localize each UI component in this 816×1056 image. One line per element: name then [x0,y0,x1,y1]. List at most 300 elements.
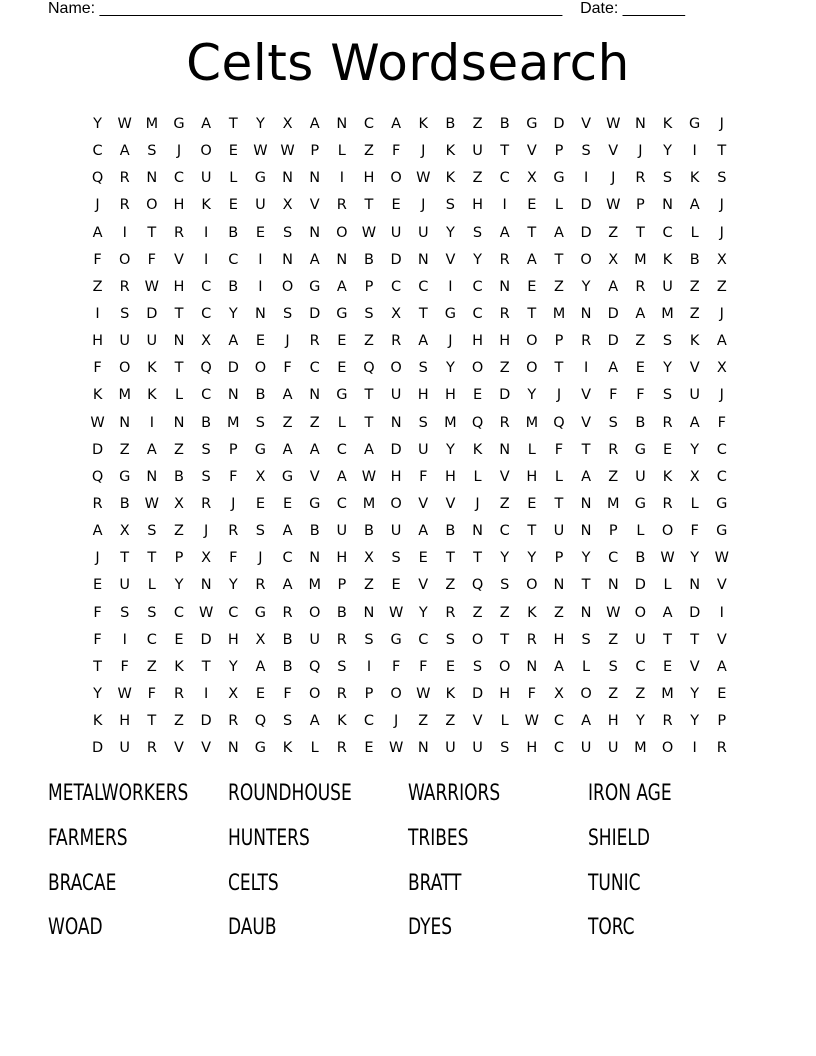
grid-letter: Y [473,251,482,268]
grid-letter: V [418,495,429,512]
grid-letter: V [689,360,700,377]
grid-letter: O [526,360,538,377]
grid-letter: I [502,197,507,214]
grid-letter: S [445,197,455,214]
grid-letter: Z [309,414,320,431]
grid-letter: B [635,550,646,567]
grid-letter: Z [499,495,510,512]
grid-letter: G [689,116,701,132]
grid-letter: R [282,604,293,621]
grid-letter: D [499,387,511,404]
grid-letter: I [149,414,154,431]
grid-letter: U [336,523,348,540]
grid-letter: N [119,414,131,431]
grid-letter: L [337,143,346,160]
grid-letter: A [554,224,564,241]
grid-letter: Y [635,713,645,730]
grid-letter: X [716,360,727,377]
grid-letter: G [336,387,348,404]
grid-letter: C [336,495,347,512]
grid-letter: E [662,658,673,675]
grid-letter: I [692,740,697,757]
grid-letter: N [227,740,239,757]
grid-letter: J [421,197,426,214]
grid-letter: N [526,658,538,675]
grid-letter: W [606,604,621,621]
grid-letter: H [499,333,511,350]
grid-letter: D [91,441,104,458]
grid-letter: E [717,685,727,702]
grid-letter: F [419,468,428,485]
grid-letter: G [254,740,267,757]
grid-letter: M [525,414,539,431]
grid-letter: F [93,360,102,377]
grid-letter: U [119,333,131,350]
grid-letter: Y [255,116,265,132]
grid-letter: K [147,360,157,377]
grid-letter: J [95,197,100,214]
grid-letter: S [500,577,510,594]
grid-letter: C [553,713,565,730]
grid-letter: T [147,713,157,730]
grid-letter: V [581,116,592,132]
grid-letter: G [309,278,321,295]
grid-letter: C [472,305,483,322]
grid-letter: S [581,143,591,160]
grid-letter: R [146,740,157,757]
grid-letter: O [119,251,131,268]
grid-letter: X [119,523,130,540]
grid-letter: T [228,116,238,132]
word-list-item: TUNIC [588,870,641,896]
grid-letter: W [606,197,621,214]
grid-letter: F [229,468,238,485]
grid-letter: B [309,523,320,540]
grid-letter: Y [445,224,455,241]
grid-letter: J [448,333,453,350]
grid-letter: R [499,251,510,268]
grid-letter: A [554,658,564,675]
grid-letter: L [337,414,346,431]
grid-letter: V [418,577,429,594]
grid-letter: O [390,495,402,512]
grid-letter: S [364,631,374,648]
grid-letter: P [228,441,238,458]
grid-letter: U [445,740,456,757]
grid-letter: R [662,495,673,512]
grid-letter: G [281,468,294,485]
grid-letter: K [445,685,456,702]
grid-letter: E [228,197,238,214]
grid-letter: M [661,305,674,322]
grid-letter: W [361,468,377,485]
grid-letter: Y [228,577,238,594]
grid-letter: X [526,170,537,187]
grid-letter: Z [364,577,374,594]
grid-letter: E [391,197,401,214]
grid-letter: U [472,143,483,160]
grid-letter: H [553,631,565,648]
grid-letter: R [228,523,239,540]
grid-letter: K [337,713,347,730]
grid-letter: I [719,604,724,621]
grid-letter: T [581,441,591,458]
grid-letter: U [200,170,212,187]
grid-letter: O [281,278,294,295]
grid-letter: T [364,197,374,214]
word-list-item: FARMERS [48,825,128,851]
grid-letter: G [444,305,457,322]
grid-letter: H [173,278,185,295]
grid-letter: C [201,278,212,295]
grid-letter: O [146,197,158,214]
grid-letter: A [336,278,347,295]
grid-letter: Y [690,713,700,730]
grid-letter: F [690,523,699,540]
grid-letter: C [363,116,375,132]
grid-letter: B [689,251,700,268]
grid-letter: R [499,305,510,322]
grid-letter: H [173,197,185,214]
grid-letter: V [472,713,483,730]
grid-letter: L [473,468,482,485]
grid-letter: F [93,631,102,648]
grid-letter: B [445,116,456,132]
grid-letter: M [552,305,566,322]
grid-letter: U [255,197,266,214]
grid-letter: L [636,523,645,540]
grid-letter: S [120,305,130,322]
grid-letter: Y [445,441,455,458]
grid-letter: H [417,387,429,404]
grid-letter: N [417,740,429,757]
grid-letter: P [608,523,618,540]
grid-letter: B [282,631,293,648]
grid-letter: O [390,360,402,377]
name-field-label: Name: ____________________________________________________ [48,0,563,17]
grid-letter: A [689,414,700,431]
grid-letter: A [391,116,402,132]
grid-letter: N [309,170,321,187]
grid-letter: V [309,197,320,214]
grid-letter: J [611,170,616,187]
grid-letter: W [388,740,404,757]
grid-letter: E [527,495,537,512]
grid-letter: A [364,441,374,458]
grid-letter: A [608,278,619,295]
grid-letter: W [90,414,105,431]
grid-letter: A [581,468,592,485]
grid-letter: C [418,278,429,295]
grid-letter: X [391,305,402,322]
grid-letter: N [227,387,239,404]
grid-letter: S [418,414,428,431]
grid-letter: J [475,495,480,512]
grid-letter: Y [581,278,591,295]
grid-letter: J [719,305,724,322]
grid-letter: Z [119,441,130,458]
grid-letter: O [580,685,592,702]
grid-letter: R [445,604,456,621]
grid-letter: Q [91,468,104,485]
grid-letter: Q [553,414,565,431]
grid-letter: D [607,333,619,350]
grid-letter: X [282,197,293,214]
grid-letter: P [554,143,564,160]
grid-letter: O [254,360,267,377]
grid-letter: Y [663,360,672,377]
grid-letter: E [635,360,645,377]
grid-letter: N [580,523,592,540]
grid-letter: W [117,685,132,702]
grid-letter: S [337,658,347,675]
grid-letter: V [174,251,184,268]
date-field-label: Date: _______ [580,0,686,17]
grid-letter: I [258,278,263,295]
grid-letter: M [661,685,674,702]
grid-letter: Z [499,604,510,621]
grid-letter: E [228,143,238,160]
grid-letter: D [634,577,646,594]
grid-letter: E [255,685,265,702]
grid-letter: U [390,224,402,241]
grid-letter: R [662,414,673,431]
grid-letter: I [122,224,127,241]
grid-letter: X [174,495,184,512]
grid-letter: A [526,251,537,268]
grid-letter: A [282,523,293,540]
grid-letter: V [608,143,619,160]
grid-letter: Z [608,685,619,702]
grid-letter: N [146,468,158,485]
header-spacer [562,0,580,17]
grid-letter: D [91,740,104,757]
word-list-item: DAUB [228,915,277,941]
grid-letter: C [716,441,727,458]
grid-letter: A [309,116,320,132]
grid-letter: T [554,495,564,512]
grid-letter: M [444,414,457,431]
grid-letter: B [228,278,239,295]
grid-letter: O [308,604,321,621]
grid-letter: N [254,305,266,322]
grid-letter: U [472,740,483,757]
grid-letter: V [309,468,320,485]
grid-letter: L [174,387,184,404]
grid-letter: J [258,550,263,567]
word-list-item: DYES [408,915,453,941]
grid-letter: M [362,495,376,512]
grid-letter: W [606,116,621,132]
grid-letter: G [526,116,538,132]
grid-letter: R [119,197,130,214]
grid-letter: E [255,333,265,350]
grid-letter: I [203,685,209,702]
grid-letter: C [228,251,239,268]
grid-letter: G [254,604,267,621]
grid-letter: O [634,604,647,621]
grid-letter: Z [689,305,700,322]
grid-letter: Y [93,685,102,702]
grid-letter: Q [200,360,212,377]
grid-letter: N [689,577,701,594]
grid-letter: B [445,523,456,540]
grid-letter: R [119,170,130,187]
grid-letter: N [662,197,673,214]
grid-letter: A [282,577,293,594]
grid-letter: K [527,604,537,621]
grid-letter: J [719,197,724,214]
grid-letter: B [364,523,374,540]
word-list-item: ROUNDHOUSE [228,781,352,806]
grid-letter: A [201,116,212,132]
grid-letter: U [635,468,646,485]
grid-letter: Q [308,658,321,675]
grid-letter: X [553,685,564,702]
grid-letter: K [147,387,157,404]
grid-letter: W [714,550,729,567]
grid-letter: O [336,224,348,241]
grid-letter: G [119,468,131,485]
grid-letter: W [388,604,404,621]
grid-letter: V [174,740,184,757]
grid-letter: Q [363,360,375,377]
grid-letter: J [203,523,209,540]
grid-letter: Z [716,278,727,295]
grid-letter: V [716,577,727,594]
grid-letter: N [417,251,429,268]
grid-letter: S [282,713,293,730]
grid-letter: F [391,658,401,675]
grid-letter: R [336,631,347,648]
grid-letter: A [499,224,510,241]
grid-letter: Q [471,577,484,594]
grid-letter: H [444,387,456,404]
grid-letter: L [690,224,699,241]
grid-letter: Z [174,713,184,730]
grid-letter: Z [472,604,483,621]
grid-letter: Z [282,414,293,431]
grid-letter: S [147,143,157,160]
grid-letter: S [662,387,673,404]
grid-letter: L [310,740,319,757]
grid-letter: A [662,604,673,621]
grid-letter: C [472,278,483,295]
grid-letter: R [581,333,592,350]
grid-letter: S [581,631,591,648]
grid-letter: W [280,143,295,160]
grid-letter: F [229,550,238,567]
grid-letter: O [526,333,538,350]
grid-letter: O [471,631,484,648]
grid-letter: T [364,387,374,404]
grid-letter: Z [472,116,483,132]
grid-letter: S [120,604,130,621]
grid-letter: Z [553,604,564,621]
word-list-item: BRACAE [48,870,117,896]
grid-letter: S [500,740,510,757]
grid-letter: R [336,740,347,757]
grid-letter: A [418,523,429,540]
grid-letter: A [92,523,103,540]
grid-letter: U [553,523,565,540]
grid-letter: Z [689,278,700,295]
grid-letter: L [663,577,672,594]
grid-letter: N [282,170,293,187]
grid-letter: M [308,577,321,594]
grid-letter: C [146,631,157,648]
grid-letter: W [144,278,160,295]
grid-letter: I [203,224,209,241]
grid-letter: V [581,387,592,404]
word-list [48,772,768,951]
grid-letter: G [634,441,646,458]
grid-letter: N [309,387,321,404]
grid-letter: K [174,658,184,675]
grid-letter: T [174,360,184,377]
grid-letter: S [662,333,673,350]
grid-letter: Z [364,143,374,160]
grid-letter: R [662,713,673,730]
grid-letter: T [201,658,211,675]
grid-letter: A [282,387,293,404]
grid-letter: K [662,468,673,485]
grid-letter: E [174,631,184,648]
grid-letter: Z [499,360,510,377]
grid-letter: S [201,468,211,485]
grid-letter: V [716,631,727,648]
grid-letter: J [393,713,399,730]
grid-letter: T [93,658,102,675]
grid-letter: D [553,116,565,132]
grid-letter: I [122,631,127,648]
grid-letter: O [580,251,592,268]
grid-letter: B [228,224,239,241]
grid-letter: Y [174,577,184,594]
grid-letter: C [418,631,429,648]
grid-letter: V [526,143,537,160]
word-list-item: WARRIORS [408,781,501,806]
grid-letter: X [255,468,266,485]
grid-letter: I [366,658,372,675]
grid-letter: U [390,523,402,540]
grid-letter: R [635,170,646,187]
grid-letter: R [635,278,646,295]
grid-letter: K [418,116,429,132]
grid-letter: S [608,414,618,431]
grid-letter: B [635,414,646,431]
grid-letter: D [200,631,212,648]
grid-letter: V [445,251,456,268]
grid-letter: Z [92,278,103,295]
grid-letter: P [337,577,347,594]
grid-letter: U [119,740,131,757]
grid-letter: C [716,468,727,485]
grid-letter: E [662,441,673,458]
grid-letter: O [498,658,511,675]
grid-letter: S [255,414,266,431]
grid-letter: J [719,387,724,404]
grid-letter: H [390,468,402,485]
grid-letter: M [118,387,131,404]
grid-letter: K [689,170,700,187]
grid-letter: F [391,143,401,160]
grid-letter: J [556,387,562,404]
grid-letter: X [201,550,212,567]
grid-letter: W [416,685,431,702]
grid-letter: L [229,170,238,187]
grid-letter: P [554,550,564,567]
